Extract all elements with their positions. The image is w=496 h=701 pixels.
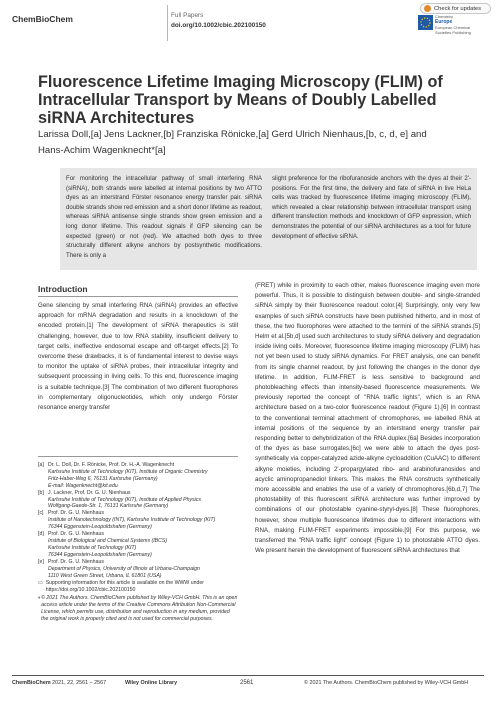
affiliation-email[interactable]: E-mail: Wagenknecht@kit.edu xyxy=(48,482,118,489)
affiliation-b xyxy=(38,490,238,511)
footer-volume-pages: 2021, 22, 2561 – 2567 xyxy=(50,680,107,686)
footnote-rule xyxy=(38,456,238,457)
supporting-info-icon: ▭ xyxy=(38,580,43,587)
authors-line-1: Larissa Doll,[a] Jens Lackner,[b] Franziska Rönicke,[a] Gerd Ulrich Nienhaus,[b, c, d, e] and xyxy=(38,129,427,140)
logo-line-1: Chemistry xyxy=(435,14,454,19)
page-number: 2561 xyxy=(240,680,254,686)
article-doi[interactable]: doi.org/10.1002/cbic.202100150 xyxy=(171,22,266,29)
supporting-information xyxy=(38,580,238,594)
affiliation-line: Institute of Biological and Chemical Systems (IBCS) xyxy=(48,537,168,544)
article-title: Fluorescence Lifetime Imaging Microscopy (FLIM) of Intracellular Transport by Means of Doubly Labelled siRNA Architectures xyxy=(38,73,443,127)
affiliation-line: Dr. L. Doll, Dr. F. Rönicke, Prof. Dr. H.-A. Wagenknecht xyxy=(48,462,175,468)
affiliation-line: 76344 Eggenstein-Leopoldshafen (Germany) xyxy=(48,524,152,531)
affiliation-line: J. Lackner, Prof. Dr. G. U. Nienhaus xyxy=(48,489,131,496)
journal-name: ChemBioChem xyxy=(12,14,73,24)
affiliation-line: Karlsruhe Institute of Technology (KIT), Institute of Organic Chemistry xyxy=(48,468,208,475)
author-list xyxy=(38,127,478,159)
authors-line-2: Hans-Achim Wagenknecht*[a] xyxy=(38,145,166,156)
affiliation-c xyxy=(38,510,238,531)
chemistry-europe-logo xyxy=(418,15,494,47)
affiliation-line: Karlsruhe Institute of Technology (KIT), Institute of Applied Physics xyxy=(48,496,202,503)
refresh-icon xyxy=(424,5,431,12)
logo-line-2: Europe xyxy=(435,19,453,25)
affiliation-line: Institute of Nanotechnology (INT), Karlsruhe Institute of Technology (KIT) xyxy=(48,517,216,524)
affiliation-line: Prof. Dr. G. U. Nienhaus xyxy=(48,531,104,538)
affiliation-line: Department of Physics, University of Illinois at Urbana-Champaign xyxy=(48,565,200,572)
affiliation-mark: [e] xyxy=(38,558,44,565)
footer-journal: ChemBioChem xyxy=(12,680,51,686)
abstract-left-column: For monitoring the intracellular pathway of small interfering RNA (siRNA), both strands were labelled at internal positions by two ATTO dyes as an interstrand Förster resonance energy transfer pair. siRNA double strands show red emission and a short donor lifetime as readout, whereas siRNA antisense single strands show green emission and a long donor lifetime. This readout signals if GFP silencing can be expected (green) or not (red). We attached both dyes to three structurally different alkyne anchors by postsynthetic modifications. There is only a xyxy=(66,175,262,259)
chemistry-europe-logo-mark xyxy=(418,15,433,30)
affiliation-e xyxy=(38,559,238,580)
affiliation-a xyxy=(38,462,238,490)
introduction-heading: Introduction xyxy=(38,284,88,294)
wiley-online-library-link[interactable]: Wiley Online Library xyxy=(125,680,178,686)
affiliation-footnotes xyxy=(38,462,238,623)
affiliation-line: Fritz-Haber-Weg 6, 76131 Karlsruhe (Germany) xyxy=(48,475,158,482)
affiliation-line: 76344 Eggenstein-Leopoldshafen (Germany) xyxy=(48,551,152,558)
affiliation-d xyxy=(38,531,238,559)
article-section: Full Papers xyxy=(171,12,204,19)
affiliation-line: Karlsruhe Institute of Technology (KIT) xyxy=(48,544,137,551)
affiliation-line: 1110 West Green Street, Urbana, IL 61801 (USA) xyxy=(48,572,162,579)
affiliation-line: Prof. Dr. G. U. Nienhaus xyxy=(48,510,104,517)
check-for-updates-button[interactable] xyxy=(420,3,491,14)
supporting-info-text[interactable]: Supporting information for this article is available on the WWW under https://doi.org/10.1002/cbic.202100150 xyxy=(45,580,204,594)
affiliation-mark: [b] xyxy=(38,489,44,496)
license-text: © 2021 The Authors. ChemBioChem published by Wiley-VCH GmbH. This is an open access article under the terms of the Creative Commons Attribution Non-Commercial License, which permits use, distribution and reproduction in any medium, provided the original work is properly cited and is not used for commercial purposes. xyxy=(41,595,238,622)
footer-citation xyxy=(12,680,106,686)
logo-line-3: European Chemical xyxy=(435,25,471,30)
footer-copyright: © 2021 The Authors. ChemBioChem published by Wiley-VCH GmbH xyxy=(304,680,469,686)
abstract-box xyxy=(60,168,477,270)
introduction-rule xyxy=(38,296,238,297)
affiliation-line: Wolfgang-Gaede-Str. 1, 76131 Karlsruhe (Germany) xyxy=(48,503,169,510)
affiliation-mark: [d] xyxy=(38,531,44,538)
logo-line-4: Societies Publishing xyxy=(435,29,471,35)
abstract-right-column: slight preference for the ribofuranoside anchors with the dyes at their 2'-positions. For the first time, the delivery and fate of siRNA in live HeLa cells was tracked by fluorescence lifetime imaging microscopy (FLIM), which revealed a clear relationship between intracellular transport using different transfection methods and knockdown of GFP expression, which demonstrates the potential of our siRNA architectures as a tool for future development of effective siRNA. xyxy=(272,175,471,240)
introduction-left-column: Gene silencing by small interfering RNA (siRNA) provides an effective approach for mRNA degradation and results in a knockdown of the encoded protein.[1] The development of siRNA therapeutics is still challenging, however, due to low RNA stability, insufficient delivery to target cells, ineffective endosomal escape and off-target effects.[2] To overcome these drawbacks, it is of fundamental interest to devise ways to monitor the uptake of siRNA probes, their intracellular integrity and subsequent processing in living cells. To this end, fluorescence imaging is a suitable technique.[3] The combination of two different fluorophores in complementary oligonucleotides, which only undergo Förster resonance energy transfer xyxy=(38,302,238,412)
footer-rule xyxy=(12,675,484,676)
affiliation-mark: [c] xyxy=(38,510,44,517)
affiliation-mark: [a] xyxy=(38,462,44,468)
check-for-updates-label: Check for updates xyxy=(434,5,482,12)
open-access-icon: ◐ xyxy=(38,595,42,602)
introduction-right-column: (FRET) while in proximity to each other, makes fluorescence imaging even more powerful. Thus, it is possible to distinguish between double- and single-stranded siRNA simply by their fluorescence readout color.[4] Surprisingly, only very few examples of such siRNA constructs have been published hitherto, and in most of these, the two fluorophores were attached to the termini of the siRNA strands.[5] Helm et al.[5b,d] used such architectures to study siRNA delivery and degradation inside living cells. Moreover, fluorescence lifetime imaging microscopy (FLIM) has not yet been used to study siRNA dynamics. For FRET analysis, one can benefit from its single channel readout, by just following the changes in the donor dye lifetime. In addition, FLIM-FRET is less sensitive to background and photobleaching effects than intensity-based fluorescence measurements. We previously reported the concept of "RNA traffic lights", which is an RNA architecture based on a two-color fluorescence readout (Figure 1).[6] In contrast to the conventional terminal attachment of chromophores, we labelled RNA at internal positions of the sequence by an interstrand energy transfer pair responding better to dehybridization of the RNA duplex.[6a] Besides incorporation of the dyes as base surrogates,[6c] we were able to attach the dyes post-synthetically via copper-catalyzed azide-alkyne cycloaddition (CuAAC) to different alkyne moieties, including 2'-propargylated ribo- and arabinofuranosides and acyclic aminopropanediol linkers. This makes the RNA constructs synthetically more accessible and enables the use of a variety of chromophores.[6b,d,7] The photostability of this fluorescent siRNA architecture was further improved by combinations of our photostable cyanine-styryl-dyes.[8] These fluorophores, however, show multiple fluorescence lifetimes due to different interactions with RNA, making FLIM-FRET experiments impossible.[9] For this purpose, we transferred the "RNA traffic light" concept (Figure 1) to photostable ATTO dyes. We present herein the development of fluorescent siRNA architectures that xyxy=(255,282,480,555)
header-divider xyxy=(167,5,168,41)
affiliation-line: Prof. Dr. G. U. Nienhaus xyxy=(48,558,104,565)
license-notice xyxy=(38,595,238,623)
